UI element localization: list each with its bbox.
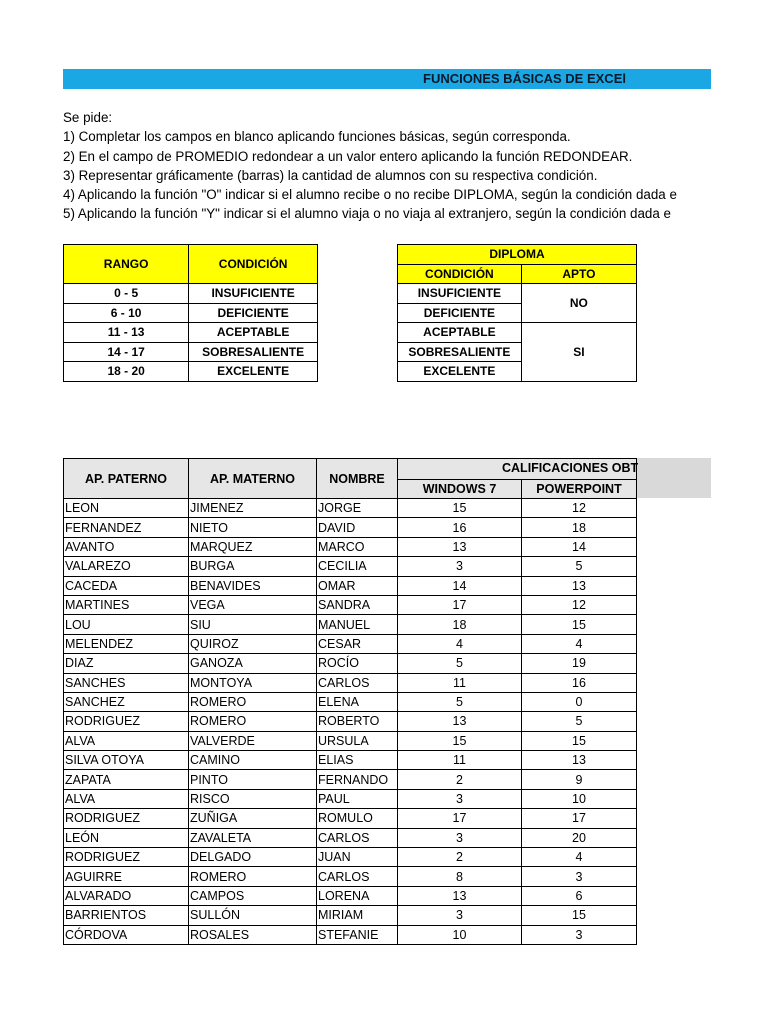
instruction-line: 1) Completar los campos en blanco aplicando funciones básicas, según corresponda. (63, 129, 571, 145)
ap-materno-cell[interactable]: DELGADO (189, 848, 317, 867)
powerpoint-cell[interactable]: 4 (522, 634, 637, 653)
windows7-cell[interactable]: 3 (398, 828, 522, 847)
windows7-cell[interactable]: 14 (398, 576, 522, 595)
ap-paterno-cell[interactable]: LEÓN (64, 828, 189, 847)
nombre-cell[interactable]: CARLOS (317, 673, 398, 692)
windows7-cell[interactable]: 10 (398, 925, 522, 944)
condicion-cell[interactable]: EXCELENTE (189, 362, 318, 382)
nombre-cell[interactable]: CECILIA (317, 557, 398, 576)
ap-paterno-cell[interactable]: ALVA (64, 731, 189, 750)
table-row (64, 615, 637, 634)
powerpoint-cell[interactable]: 13 (522, 576, 637, 595)
windows7-cell[interactable]: 2 (398, 770, 522, 789)
table-row (64, 809, 637, 828)
ap-paterno-cell[interactable]: LOU (64, 615, 189, 634)
table-row (64, 828, 637, 847)
nombre-cell[interactable]: ELENA (317, 692, 398, 711)
students-table (63, 458, 637, 945)
windows7-cell[interactable]: 13 (398, 712, 522, 731)
table-row (64, 867, 637, 886)
rango-cell[interactable]: 18 - 20 (64, 362, 189, 382)
windows7-cell[interactable]: 3 (398, 557, 522, 576)
nombre-cell[interactable]: CARLOS (317, 828, 398, 847)
apto-no-cell[interactable]: NO (521, 284, 636, 323)
nombre-cell[interactable]: ROMULO (317, 809, 398, 828)
title-banner (63, 69, 711, 89)
powerpoint-cell[interactable]: 15 (522, 615, 637, 634)
ap-paterno-cell[interactable]: DIAZ (64, 654, 189, 673)
ap-paterno-cell[interactable]: AGUIRRE (64, 867, 189, 886)
powerpoint-cell[interactable]: 17 (522, 809, 637, 828)
table-row (64, 692, 637, 711)
ap-materno-cell[interactable]: ZUÑIGA (189, 809, 317, 828)
ap-paterno-cell[interactable]: BARRIENTOS (64, 906, 189, 925)
windows7-cell[interactable]: 3 (398, 906, 522, 925)
windows7-cell[interactable]: 15 (398, 731, 522, 750)
ap-paterno-cell[interactable]: MARTINES (64, 595, 189, 614)
ap-materno-cell[interactable]: JIMENEZ (189, 499, 317, 518)
windows7-cell[interactable]: 11 (398, 751, 522, 770)
ap-paterno-cell[interactable]: AVANTO (64, 537, 189, 556)
diploma-condicion-header: CONDICIÓN (398, 264, 522, 284)
calificaciones-label-wrap (398, 459, 711, 479)
nombre-header: NOMBRE (317, 459, 398, 499)
rango-table (63, 244, 318, 382)
rango-cell[interactable]: 11 - 13 (64, 323, 189, 343)
powerpoint-cell[interactable]: 10 (522, 789, 637, 808)
ap-materno-cell[interactable]: RISCO (189, 789, 317, 808)
powerpoint-cell[interactable]: 15 (522, 731, 637, 750)
powerpoint-cell[interactable]: 12 (522, 499, 637, 518)
powerpoint-cell[interactable]: 12 (522, 595, 637, 614)
windows7-cell[interactable]: 8 (398, 867, 522, 886)
diploma-condicion-cell[interactable]: ACEPTABLE (398, 323, 522, 343)
nombre-cell[interactable]: CARLOS (317, 867, 398, 886)
instruction-line: 4) Aplicando la función "O" indicar si el alumno recibe o no recibe DIPLOMA, según la condición dada e (63, 187, 677, 203)
nombre-cell[interactable]: ROBERTO (317, 712, 398, 731)
ap-paterno-cell[interactable]: CACEDA (64, 576, 189, 595)
ap-paterno-cell[interactable]: SANCHES (64, 673, 189, 692)
students-body (64, 499, 637, 945)
table-row (64, 499, 637, 518)
nombre-cell[interactable]: FERNANDO (317, 770, 398, 789)
ap-paterno-cell[interactable]: RODRIGUEZ (64, 848, 189, 867)
table-row (64, 906, 637, 925)
ap-materno-cell[interactable]: ROSALES (189, 925, 317, 944)
nombre-cell[interactable]: MARCO (317, 537, 398, 556)
ap-materno-cell[interactable]: BENAVIDES (189, 576, 317, 595)
powerpoint-header: POWERPOINT (522, 480, 637, 499)
powerpoint-cell[interactable]: 9 (522, 770, 637, 789)
condicion-cell[interactable]: INSUFICIENTE (189, 284, 318, 304)
powerpoint-cell[interactable]: 3 (522, 867, 637, 886)
ap-paterno-cell[interactable]: ZAPATA (64, 770, 189, 789)
nombre-cell[interactable]: OMAR (317, 576, 398, 595)
instruction-line: 3) Representar gráficamente (barras) la cantidad de alumnos con su respectiva condición. (63, 167, 598, 183)
table-row (64, 634, 637, 653)
table-row (64, 770, 637, 789)
powerpoint-cell[interactable]: 14 (522, 537, 637, 556)
apto-si-cell[interactable]: SI (521, 323, 636, 382)
table-row (64, 886, 637, 905)
ap-paterno-header: AP. PATERNO (64, 459, 189, 499)
rango-cell[interactable]: 0 - 5 (64, 284, 189, 304)
nombre-cell[interactable]: URSULA (317, 731, 398, 750)
ap-paterno-cell[interactable]: ALVA (64, 789, 189, 808)
ap-materno-cell[interactable]: ROMERO (189, 867, 317, 886)
nombre-cell[interactable]: CESAR (317, 634, 398, 653)
calificaciones-label: CALIFICACIONES OBT (502, 461, 639, 475)
ap-materno-cell[interactable]: SIU (189, 615, 317, 634)
diploma-apto-header: APTO (521, 264, 636, 284)
table-row (64, 537, 637, 556)
instruction-line: 5) Aplicando la función "Y" indicar si el alumno viaja o no viaja al extranjero, según la condición dada e (63, 206, 671, 222)
ap-materno-cell[interactable]: VEGA (189, 595, 317, 614)
table-row (64, 731, 637, 750)
powerpoint-cell[interactable]: 13 (522, 751, 637, 770)
rango-cell[interactable]: 14 - 17 (64, 342, 189, 362)
diploma-condicion-cell[interactable]: INSUFICIENTE (398, 284, 522, 304)
ap-materno-cell[interactable]: ROMERO (189, 692, 317, 711)
powerpoint-cell[interactable]: 15 (522, 906, 637, 925)
ap-paterno-cell[interactable]: ALVARADO (64, 886, 189, 905)
nombre-cell[interactable]: MANUEL (317, 615, 398, 634)
nombre-cell[interactable]: LORENA (317, 886, 398, 905)
ap-paterno-cell[interactable]: MELENDEZ (64, 634, 189, 653)
powerpoint-cell[interactable]: 18 (522, 518, 637, 537)
ap-materno-cell[interactable]: MARQUEZ (189, 537, 317, 556)
powerpoint-cell[interactable]: 6 (522, 886, 637, 905)
powerpoint-cell[interactable]: 20 (522, 828, 637, 847)
windows7-cell[interactable]: 13 (398, 537, 522, 556)
instruction-line: Se pide: (63, 110, 113, 125)
powerpoint-cell[interactable]: 19 (522, 654, 637, 673)
windows7-cell[interactable]: 18 (398, 615, 522, 634)
powerpoint-cell[interactable]: 4 (522, 848, 637, 867)
rango-cell[interactable]: 6 - 10 (64, 303, 189, 323)
instructions (63, 108, 713, 224)
table-row (64, 848, 637, 867)
ap-materno-cell[interactable]: BURGA (189, 557, 317, 576)
ap-paterno-cell[interactable]: SANCHEZ (64, 692, 189, 711)
ap-paterno-cell[interactable]: RODRIGUEZ (64, 712, 189, 731)
ap-materno-cell[interactable]: GANOZA (189, 654, 317, 673)
table-row (64, 654, 637, 673)
condicion-cell[interactable]: DEFICIENTE (189, 303, 318, 323)
ap-paterno-cell[interactable]: SILVA OTOYA (64, 751, 189, 770)
ap-materno-cell[interactable]: QUIROZ (189, 634, 317, 653)
ap-materno-cell[interactable]: NIETO (189, 518, 317, 537)
powerpoint-cell[interactable]: 5 (522, 557, 637, 576)
nombre-cell[interactable]: MIRIAM (317, 906, 398, 925)
table-row (64, 789, 637, 808)
diploma-table (397, 244, 637, 382)
table-row (64, 751, 637, 770)
table-row (64, 712, 637, 731)
ap-paterno-cell[interactable]: VALAREZO (64, 557, 189, 576)
nombre-cell[interactable]: STEFANIE (317, 925, 398, 944)
nombre-cell[interactable]: PAUL (317, 789, 398, 808)
ap-paterno-cell[interactable]: RODRIGUEZ (64, 809, 189, 828)
windows7-cell[interactable]: 3 (398, 789, 522, 808)
windows7-cell[interactable]: 15 (398, 499, 522, 518)
table-row (64, 518, 637, 537)
ap-materno-header: AP. MATERNO (189, 459, 317, 499)
windows7-cell[interactable]: 4 (398, 634, 522, 653)
windows7-cell[interactable]: 13 (398, 886, 522, 905)
ap-materno-cell[interactable]: CAMPOS (189, 886, 317, 905)
powerpoint-cell[interactable]: 3 (522, 925, 637, 944)
condicion-cell[interactable]: ACEPTABLE (189, 323, 318, 343)
powerpoint-cell[interactable]: 0 (522, 692, 637, 711)
ap-materno-cell[interactable]: MONTOYA (189, 673, 317, 692)
ap-materno-cell[interactable]: SULLÓN (189, 906, 317, 925)
ap-materno-cell[interactable]: VALVERDE (189, 731, 317, 750)
diploma-condicion-cell[interactable]: DEFICIENTE (398, 303, 522, 323)
ap-materno-cell[interactable]: PINTO (189, 770, 317, 789)
condicion-cell[interactable]: SOBRESALIENTE (189, 342, 318, 362)
ap-materno-cell[interactable]: ROMERO (189, 712, 317, 731)
table-row (64, 576, 637, 595)
windows7-cell[interactable]: 17 (398, 809, 522, 828)
diploma-condicion-cell[interactable]: SOBRESALIENTE (398, 342, 522, 362)
table-row (64, 595, 637, 614)
ap-paterno-cell[interactable]: FERNANDEZ (64, 518, 189, 537)
condicion-header: CONDICIÓN (189, 245, 318, 284)
nombre-cell[interactable]: SANDRA (317, 595, 398, 614)
diploma-title: DIPLOMA (398, 245, 637, 265)
windows7-cell[interactable]: 5 (398, 692, 522, 711)
ap-paterno-cell[interactable]: CÓRDOVA (64, 925, 189, 944)
ap-materno-cell[interactable]: ZAVALETA (189, 828, 317, 847)
nombre-cell[interactable]: DAVID (317, 518, 398, 537)
table-row (64, 557, 637, 576)
powerpoint-cell[interactable]: 5 (522, 712, 637, 731)
nombre-cell[interactable]: JUAN (317, 848, 398, 867)
ap-paterno-cell[interactable]: LEON (64, 499, 189, 518)
table-row (64, 925, 637, 944)
ap-materno-cell[interactable]: CAMINO (189, 751, 317, 770)
powerpoint-cell[interactable]: 16 (522, 673, 637, 692)
windows7-cell[interactable]: 11 (398, 673, 522, 692)
instruction-line: 2) En el campo de PROMEDIO redondear a un valor entero aplicando la función REDONDEAR. (63, 148, 633, 164)
banner-title: FUNCIONES BÁSICAS DE EXCEl (423, 71, 626, 86)
rango-header: RANGO (64, 245, 189, 284)
diploma-condicion-cell[interactable]: EXCELENTE (398, 362, 522, 382)
windows7-header: WINDOWS 7 (398, 480, 522, 499)
windows7-cell[interactable]: 16 (398, 518, 522, 537)
nombre-cell[interactable]: ROCÍO (317, 654, 398, 673)
nombre-cell[interactable]: ELIAS (317, 751, 398, 770)
nombre-cell[interactable]: JORGE (317, 499, 398, 518)
windows7-cell[interactable]: 17 (398, 595, 522, 614)
windows7-cell[interactable]: 2 (398, 848, 522, 867)
windows7-cell[interactable]: 5 (398, 654, 522, 673)
table-row (64, 673, 637, 692)
